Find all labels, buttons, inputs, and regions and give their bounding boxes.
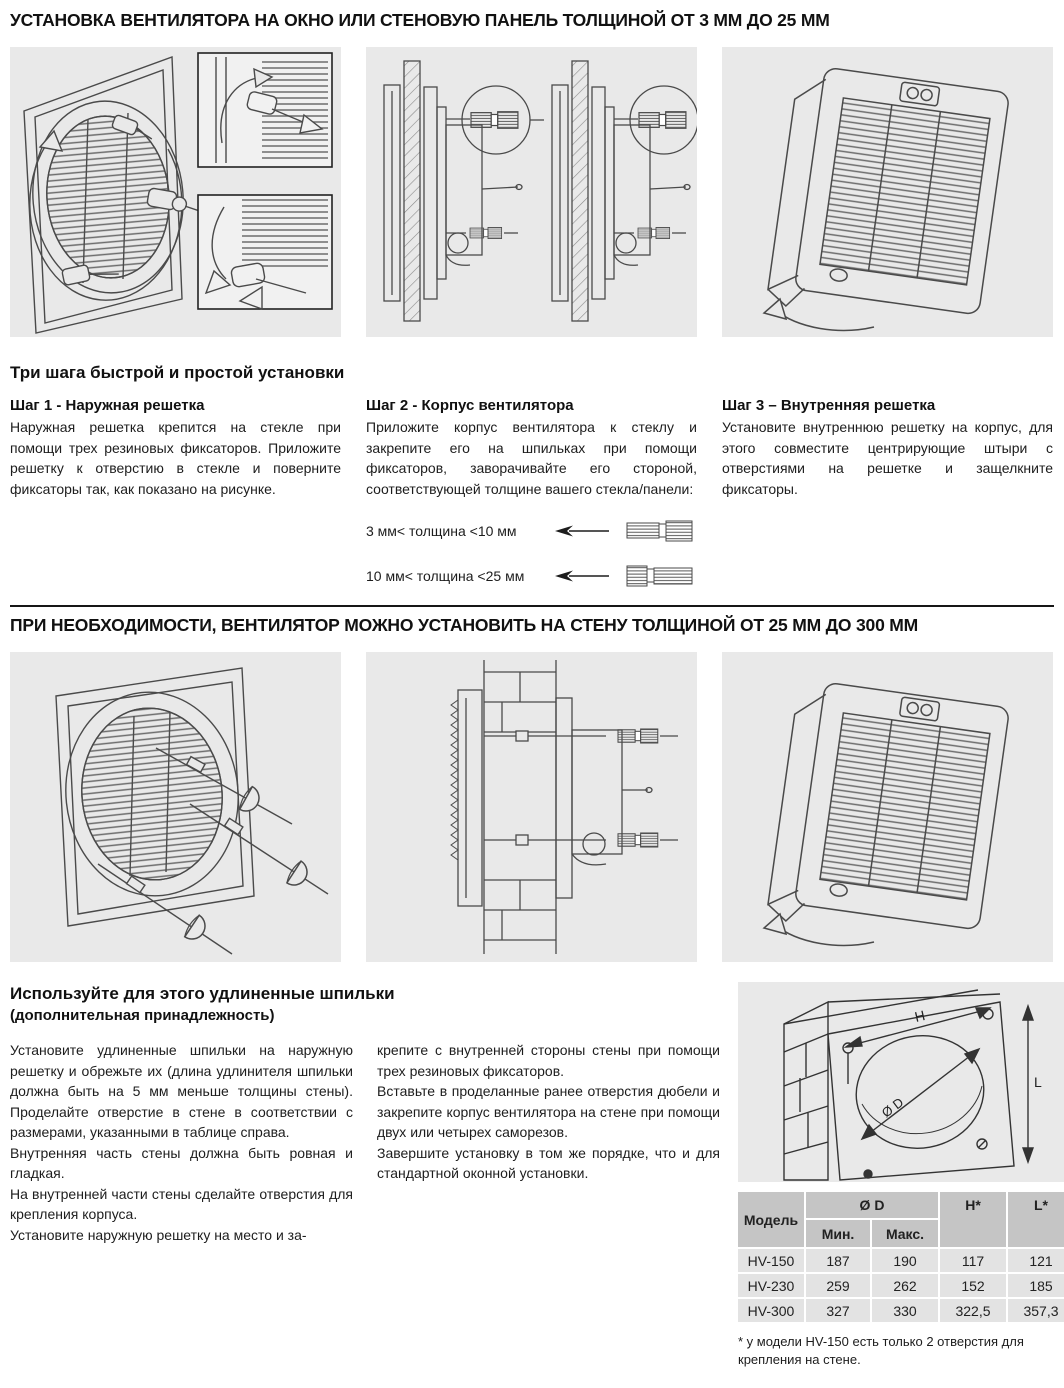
illustration-inner-grille-snap (722, 47, 1053, 337)
fixator-plug-thick-icon (625, 563, 697, 589)
table-cell-min: 187 (806, 1249, 870, 1272)
step-2-body: Приложите корпус вентилятора к стеклу и закрепите его на шпильках при помощи фиксаторов, заворачивайте его стороной, соответствующей толщине вашего стекла/панели: (366, 419, 697, 497)
section2-illustrations (10, 652, 1054, 962)
step-3-title: Шаг 3 – Внутренняя решетка (722, 397, 936, 414)
dimensions-block (738, 982, 1064, 1368)
section2-title: ПРИ НЕОБХОДИМОСТИ, ВЕНТИЛЯТОР МОЖНО УСТАНОВИТЬ НА СТЕНУ ТОЛЩИНОЙ ОТ 25 ММ ДО 300 ММ (10, 615, 919, 635)
step-1 (10, 397, 341, 589)
table-header-max: Макс. (872, 1220, 938, 1247)
table-cell-h: 152 (940, 1274, 1006, 1297)
left-arrow-icon (553, 569, 611, 583)
table-header-min: Мин. (806, 1220, 870, 1247)
step-2 (366, 397, 697, 589)
table-cell-model: HV-150 (738, 1249, 804, 1272)
table-cell-min: 259 (806, 1274, 870, 1297)
dimensions-table (738, 1192, 1064, 1322)
illustration-wall-mount-side-view (366, 652, 697, 962)
table-header-h: H* (940, 1192, 1006, 1247)
table-cell-max: 190 (872, 1249, 938, 1272)
paragraph: Установите удлиненные шпильки на наружную решетку и обрежьте их (длина удлинителя шпильки должна быть на 5 мм меньше толщины стены). Проделайте отверстие в стене в соответствии с размерами, указанными в таблице справа. (10, 1042, 353, 1140)
paragraph: Завершите установку в том же порядке, что и для стандартной оконной установки. (377, 1144, 720, 1181)
thickness-option-2 (366, 563, 697, 589)
illustration-grille-extended-studs (10, 652, 341, 962)
instructions-column-2 (377, 1040, 720, 1245)
table-header-diameter: Ø D (806, 1192, 938, 1218)
fixator-plug-thin-icon (625, 518, 697, 544)
table-cell-h: 117 (940, 1249, 1006, 1272)
step-1-body: Наружная решетка крепится на стекле при помощи трех резиновых фиксаторов. Приложите решетку к отверстию в стекле и поверните фиксаторы так, как показано на рисунке. (10, 419, 341, 497)
table-header-model: Модель (738, 1192, 804, 1247)
paragraph: Установите наружную решетку на место и за- (10, 1226, 307, 1243)
thickness-option-1 (366, 518, 697, 544)
dimension-l-label: L (1034, 1074, 1042, 1090)
section1-illustrations (10, 47, 1054, 337)
dimension-d-label: Ø D (878, 1094, 907, 1121)
instructions-column-1 (10, 1040, 353, 1245)
section1-subtitle: Три шага быстрой и простой установки (10, 363, 345, 382)
studs-instructions (10, 982, 720, 1245)
inner-grille-wall-drawing (722, 652, 1053, 962)
paragraph: Вставьте в проделанные ранее отверстия дюбели и закрепите корпус вентилятора на стене при помощи двух или четырех саморезов. (377, 1083, 720, 1140)
thickness-option-2-label: 10 мм< толщина <25 мм (366, 568, 525, 584)
illustration-inner-grille-snap-wall (722, 652, 1053, 962)
illustration-outer-grille-fixators (10, 47, 341, 337)
section1-title: УСТАНОВКА ВЕНТИЛЯТОРА НА ОКНО ИЛИ СТЕНОВУЮ ПАНЕЛЬ ТОЛЩИНОЙ ОТ 3 ММ ДО 25 ММ (10, 10, 830, 30)
left-arrow-icon (553, 524, 611, 538)
table-header-l: L* (1008, 1192, 1064, 1247)
studs-title: Используйте для этого удлиненные шпильки (10, 984, 395, 1003)
table-cell-model: HV-300 (738, 1299, 804, 1322)
step-3-body: Установите внутреннюю решетку на корпус, для этого совместите центрирующие штыри с отверстиями на решетке и защелкните фиксаторы. (722, 419, 1053, 497)
step-2-title: Шаг 2 - Корпус вентилятора (366, 397, 574, 414)
paragraph: На внутренней части стены сделайте отверстия для крепления корпуса. (10, 1185, 353, 1222)
table-cell-min: 327 (806, 1299, 870, 1322)
step-3 (722, 397, 1053, 589)
dimension-h-label: H (913, 1007, 927, 1025)
wall-side-drawing (366, 652, 697, 962)
illustration-wall-hole-dimensions (738, 982, 1064, 1182)
studs-title-note: (дополнительная принадлежность) (10, 1007, 275, 1024)
illustration-fan-body-on-glass (366, 47, 697, 337)
table-footnote: * у модели HV-150 есть только 2 отверстия для крепления на стене. (738, 1334, 1024, 1367)
outer-grille-drawing (10, 47, 341, 337)
table-cell-model: HV-230 (738, 1274, 804, 1297)
fan-body-glass-drawing (366, 47, 697, 337)
thickness-option-1-label: 3 мм< толщина <10 мм (366, 523, 517, 539)
paragraph: крепите с внутренней стороны стены при помощи трех резиновых фиксаторов. (377, 1042, 720, 1079)
step-1-title: Шаг 1 - Наружная решетка (10, 397, 205, 414)
paragraph: Внутренняя часть стены должна быть ровная и гладкая. (10, 1144, 353, 1181)
table-cell-l: 121 (1008, 1249, 1064, 1272)
extended-studs-drawing (10, 652, 341, 962)
table-cell-max: 330 (872, 1299, 938, 1322)
section-divider (10, 605, 1054, 607)
steps (10, 397, 1054, 589)
table-cell-max: 262 (872, 1274, 938, 1297)
inner-grille-drawing (722, 47, 1053, 337)
table-cell-h: 322,5 (940, 1299, 1006, 1322)
table-cell-l: 357,3 (1008, 1299, 1064, 1322)
wall-dimensions-drawing (738, 982, 1064, 1182)
bottom-section (10, 982, 1059, 1368)
table-cell-l: 185 (1008, 1274, 1064, 1297)
